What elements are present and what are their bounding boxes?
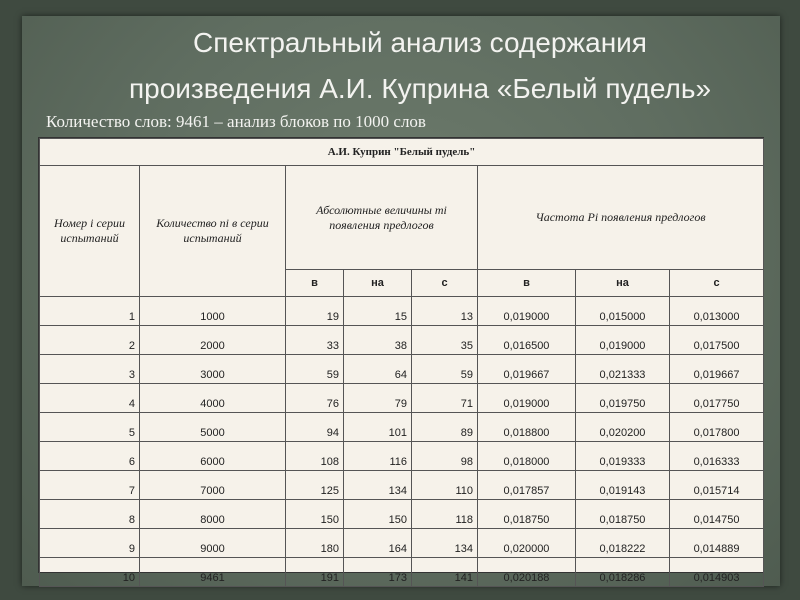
table-cell: 3 (40, 355, 140, 384)
table-cell: 0,019000 (478, 384, 576, 413)
table-cell: 15 (344, 297, 412, 326)
table-cell: 13 (412, 297, 478, 326)
table-cell: 110 (412, 471, 478, 500)
table-cell: 116 (344, 442, 412, 471)
table-cell: 8000 (140, 500, 286, 529)
title-line-1: Спектральный анализ содержания (193, 27, 647, 58)
table-cell: 0,019000 (576, 326, 670, 355)
table-cell: 5 (40, 413, 140, 442)
subheader-abs-na: на (344, 270, 412, 297)
table-row (40, 529, 764, 558)
table-cell: 0,020188 (478, 558, 576, 587)
table-cell: 0,016333 (670, 442, 764, 471)
table-cell: 59 (412, 355, 478, 384)
table-cell: 0,019667 (670, 355, 764, 384)
table-cell: 6 (40, 442, 140, 471)
table-cell: 9 (40, 529, 140, 558)
table-row (40, 297, 764, 326)
table-cell: 10 (40, 558, 140, 587)
table-cell: 0,014889 (670, 529, 764, 558)
subheader-freq-na: на (576, 270, 670, 297)
table-cell: 19 (286, 297, 344, 326)
header-frequency: Частота Pi появления предлогов (478, 166, 764, 270)
table-row (40, 558, 764, 587)
table-cell: 4000 (140, 384, 286, 413)
data-table-container (38, 137, 764, 584)
table-cell: 0,018750 (576, 500, 670, 529)
table-cell: 5000 (140, 413, 286, 442)
table-cell: 9461 (140, 558, 286, 587)
slide-title (60, 20, 780, 112)
table-row (40, 413, 764, 442)
table-row (40, 500, 764, 529)
table-cell: 0,020000 (478, 529, 576, 558)
header-count: Количество ni в серии испытаний (140, 166, 286, 297)
subheader-abs-s: с (412, 270, 478, 297)
table-cell: 7000 (140, 471, 286, 500)
table-cell: 0,018800 (478, 413, 576, 442)
table-cell: 8 (40, 500, 140, 529)
table-cell: 118 (412, 500, 478, 529)
table-cell: 59 (286, 355, 344, 384)
table-cell: 2000 (140, 326, 286, 355)
table-cell: 150 (344, 500, 412, 529)
table-row (40, 384, 764, 413)
table-cell: 0,014750 (670, 500, 764, 529)
table-cell: 101 (344, 413, 412, 442)
table-row (40, 355, 764, 384)
subheader-abs-v: в (286, 270, 344, 297)
table-cell: 33 (286, 326, 344, 355)
table-cell: 134 (344, 471, 412, 500)
table-row (40, 326, 764, 355)
table-cell: 0,017800 (670, 413, 764, 442)
table-cell: 0,021333 (576, 355, 670, 384)
table-cell: 150 (286, 500, 344, 529)
table-cell: 9000 (140, 529, 286, 558)
table-cell: 71 (412, 384, 478, 413)
data-table (39, 138, 764, 587)
table-cell: 0,015000 (576, 297, 670, 326)
table-row (40, 471, 764, 500)
table-cell: 2 (40, 326, 140, 355)
table-cell: 180 (286, 529, 344, 558)
table-cell: 0,018222 (576, 529, 670, 558)
table-cell: 0,019667 (478, 355, 576, 384)
table-cell: 191 (286, 558, 344, 587)
table-cell: 0,018000 (478, 442, 576, 471)
table-caption: А.И. Куприн "Белый пудель" (40, 139, 764, 166)
table-cell: 125 (286, 471, 344, 500)
table-cell: 164 (344, 529, 412, 558)
table-cell: 1 (40, 297, 140, 326)
table-cell: 94 (286, 413, 344, 442)
table-cell: 108 (286, 442, 344, 471)
table-cell: 0,019143 (576, 471, 670, 500)
table-cell: 0,018286 (576, 558, 670, 587)
table-cell: 0,018750 (478, 500, 576, 529)
table-cell: 35 (412, 326, 478, 355)
title-line-2: произведения А.И. Куприна «Белый пудель» (128, 73, 712, 104)
table-cell: 0,019000 (478, 297, 576, 326)
header-series-no: Номер i серии испытаний (40, 166, 140, 297)
slide-subtitle: Количество слов: 9461 – анализ блоков по 1000 слов (46, 112, 426, 131)
table-cell: 0,013000 (670, 297, 764, 326)
table-cell: 98 (412, 442, 478, 471)
table-row (40, 442, 764, 471)
table-cell: 1000 (140, 297, 286, 326)
table-cell: 0,019333 (576, 442, 670, 471)
table-cell: 0,020200 (576, 413, 670, 442)
table-cell: 173 (344, 558, 412, 587)
subheader-freq-v: в (478, 270, 576, 297)
table-cell: 0,017500 (670, 326, 764, 355)
table-cell: 3000 (140, 355, 286, 384)
table-cell: 0,019750 (576, 384, 670, 413)
table-cell: 89 (412, 413, 478, 442)
table-cell: 7 (40, 471, 140, 500)
table-cell: 64 (344, 355, 412, 384)
table-cell: 0,017857 (478, 471, 576, 500)
table-body (40, 297, 764, 587)
table-cell: 6000 (140, 442, 286, 471)
table-cell: 141 (412, 558, 478, 587)
subheader-freq-s: с (670, 270, 764, 297)
table-cell: 134 (412, 529, 478, 558)
table-cell: 0,017750 (670, 384, 764, 413)
table-cell: 0,016500 (478, 326, 576, 355)
table-cell: 0,014903 (670, 558, 764, 587)
table-cell: 79 (344, 384, 412, 413)
table-cell: 0,015714 (670, 471, 764, 500)
table-cell: 4 (40, 384, 140, 413)
header-absolute-values: Абсолютные величины mi появления предлогов (286, 166, 478, 270)
table-cell: 76 (286, 384, 344, 413)
table-cell: 38 (344, 326, 412, 355)
